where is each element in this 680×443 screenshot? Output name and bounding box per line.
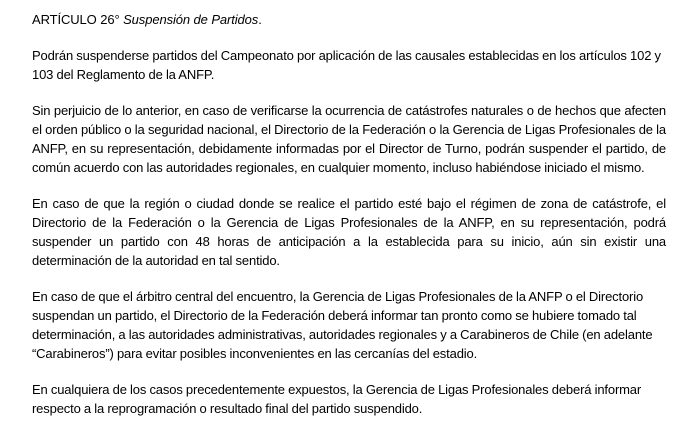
article-heading <box>32 10 666 29</box>
paragraph-3: En caso de que la región o ciudad donde se realice el partido esté bajo el régimen de zona de catástrofe, el Directorio de la Federación o la Gerencia de Ligas Profesionales de la ANFP, en su representación, podrá suspender un partido con 48 horas de anticipación a la establecida para su inicio, aún sin existir una determinación de la autoridad en tal sentido. <box>32 196 666 268</box>
article-title-period: . <box>258 12 262 27</box>
paragraph-2: Sin perjuicio de lo anterior, en caso de verificarse la ocurrencia de catástrofes naturales o de hechos que afecten el orden público o la seguridad nacional, el Directorio de la Federación o la Gerencia de Ligas Profesionales de la ANFP, en su representación, debidamente informadas por el Director de Turno, podrán suspender el partido, de común acuerdo con las autoridades regionales, en cualquier momento, incluso habiéndose iniciado el mismo. <box>32 103 666 175</box>
article-title: Suspensión de Partidos <box>123 12 259 27</box>
paragraph-4: En caso de que el árbitro central del encuentro, la Gerencia de Ligas Profesionales de la ANFP o el Directorio suspendan un partido, el Directorio de la Federación deberá informar tan pronto como se hubiere tomado tal determinación, a las autoridades administrativas, autoridades regionales y a Carabineros de Chile (en adelante “Carabineros”) para evitar posibles inconvenientes en las cercanías del estadio. <box>32 289 653 361</box>
paragraph-1: Podrán suspenderse partidos del Campeonato por aplicación de las causales establecidas en los artículos 102 y 103 del Reglamento de la ANFP. <box>32 48 661 82</box>
article-label: ARTÍCULO 26° <box>32 12 120 27</box>
paragraph-5: En cualquiera de los casos precedentemente expuestos, la Gerencia de Ligas Profesionales deberá informar respecto a la reprogramación o resultado final del partido suspendido. <box>32 382 642 416</box>
